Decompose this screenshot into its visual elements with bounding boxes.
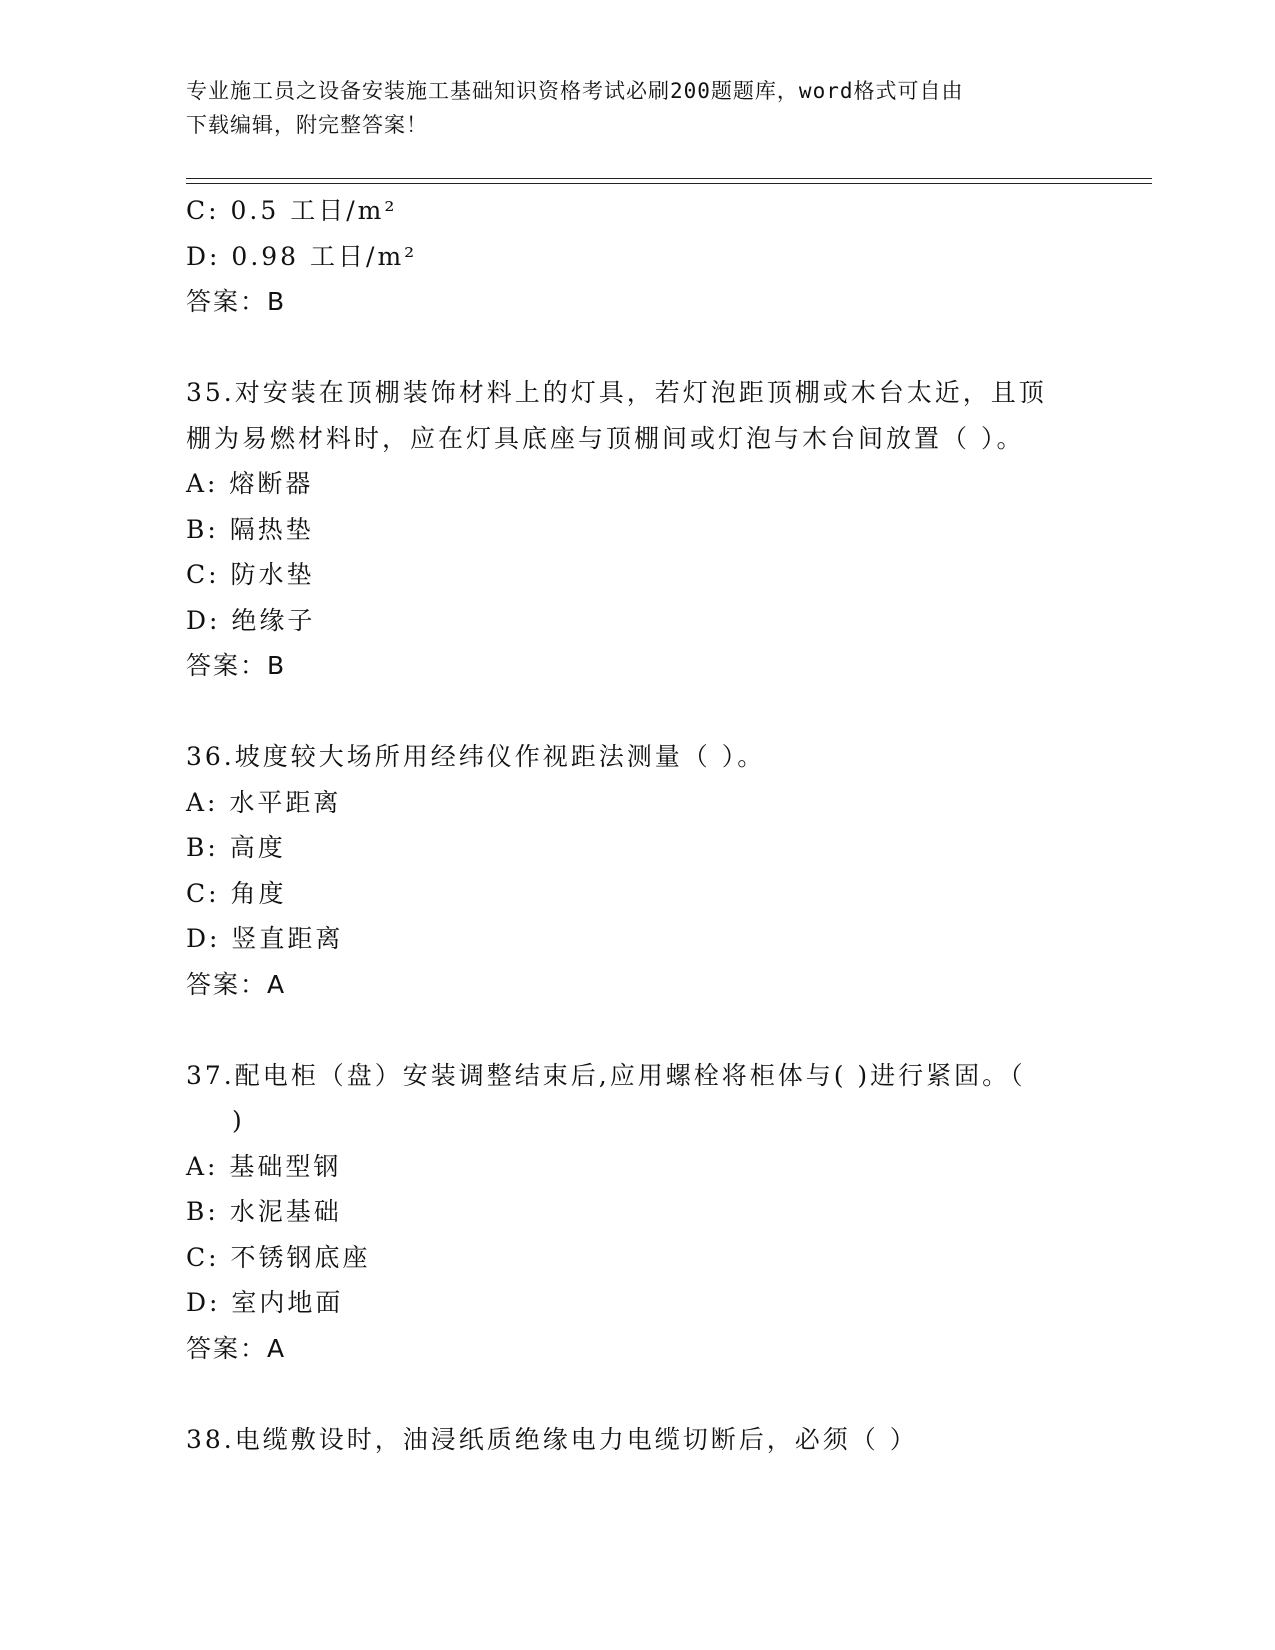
question-text-continued: ): [232, 1106, 245, 1135]
header-title-line-2: 下载编辑，附完整答案！: [186, 113, 428, 137]
option-c: C: 角度: [186, 878, 287, 908]
spacer: [186, 1371, 1152, 1417]
question-text: 35.对安装在顶棚装饰材料上的灯具，若灯泡距顶棚或木台太近，且顶: [186, 378, 1047, 407]
carryover-block: [186, 188, 1152, 325]
option-a: A: 水平距离: [186, 787, 342, 817]
option-b: B: 水泥基础: [186, 1197, 342, 1226]
header-divider-bottom: [186, 183, 1152, 184]
spacer: [186, 1007, 1152, 1053]
option-c: C: 0.5 工日/m²: [186, 196, 398, 225]
option-a: A: 基础型钢: [186, 1151, 342, 1181]
question-38: [186, 1417, 1152, 1463]
option-d: D: 室内地面: [186, 1288, 344, 1317]
option-c: C: 防水垫: [186, 560, 315, 589]
spacer: [186, 689, 1152, 735]
answer-line: 答案：A: [186, 1333, 287, 1363]
option-a: A: 熔断器: [186, 469, 314, 498]
option-b: B: 隔热垫: [186, 514, 314, 544]
answer-line: 答案：B: [186, 287, 287, 316]
question-text: 38.电缆敷设时，油浸纸质绝缘电力电缆切断后，必须（ ）: [186, 1424, 918, 1454]
option-c: C: 不锈钢底座: [186, 1242, 371, 1272]
question-text-continued: 棚为易燃材料时，应在灯具底座与顶棚间或灯泡与木台间放置（ ）。: [186, 423, 1025, 453]
question-36: [186, 734, 1152, 1007]
document-header: [186, 74, 1086, 142]
option-d: D: 0.98 工日/m²: [186, 241, 418, 271]
question-text: 36.坡度较大场所用经纬仪作视距法测量（ ）。: [186, 742, 766, 771]
question-35: [186, 370, 1152, 689]
answer-line: 答案：B: [186, 651, 287, 680]
question-37: [186, 1053, 1152, 1372]
question-text: 37.配电柜（盘）安装调整结束后,应用螺栓将柜体与( )进行紧固。（: [186, 1060, 1026, 1090]
header-divider-top: [186, 178, 1152, 179]
answer-line: 答案：A: [186, 969, 287, 999]
spacer: [186, 325, 1152, 371]
question-list: [186, 188, 1152, 1462]
option-b: B: 高度: [186, 833, 286, 862]
header-title-line-1: 专业施工员之设备安装施工基础知识资格考试必刷200题题库，word格式可自由: [186, 79, 964, 103]
option-d: D: 绝缘子: [186, 605, 316, 635]
option-d: D: 竖直距离: [186, 924, 344, 953]
